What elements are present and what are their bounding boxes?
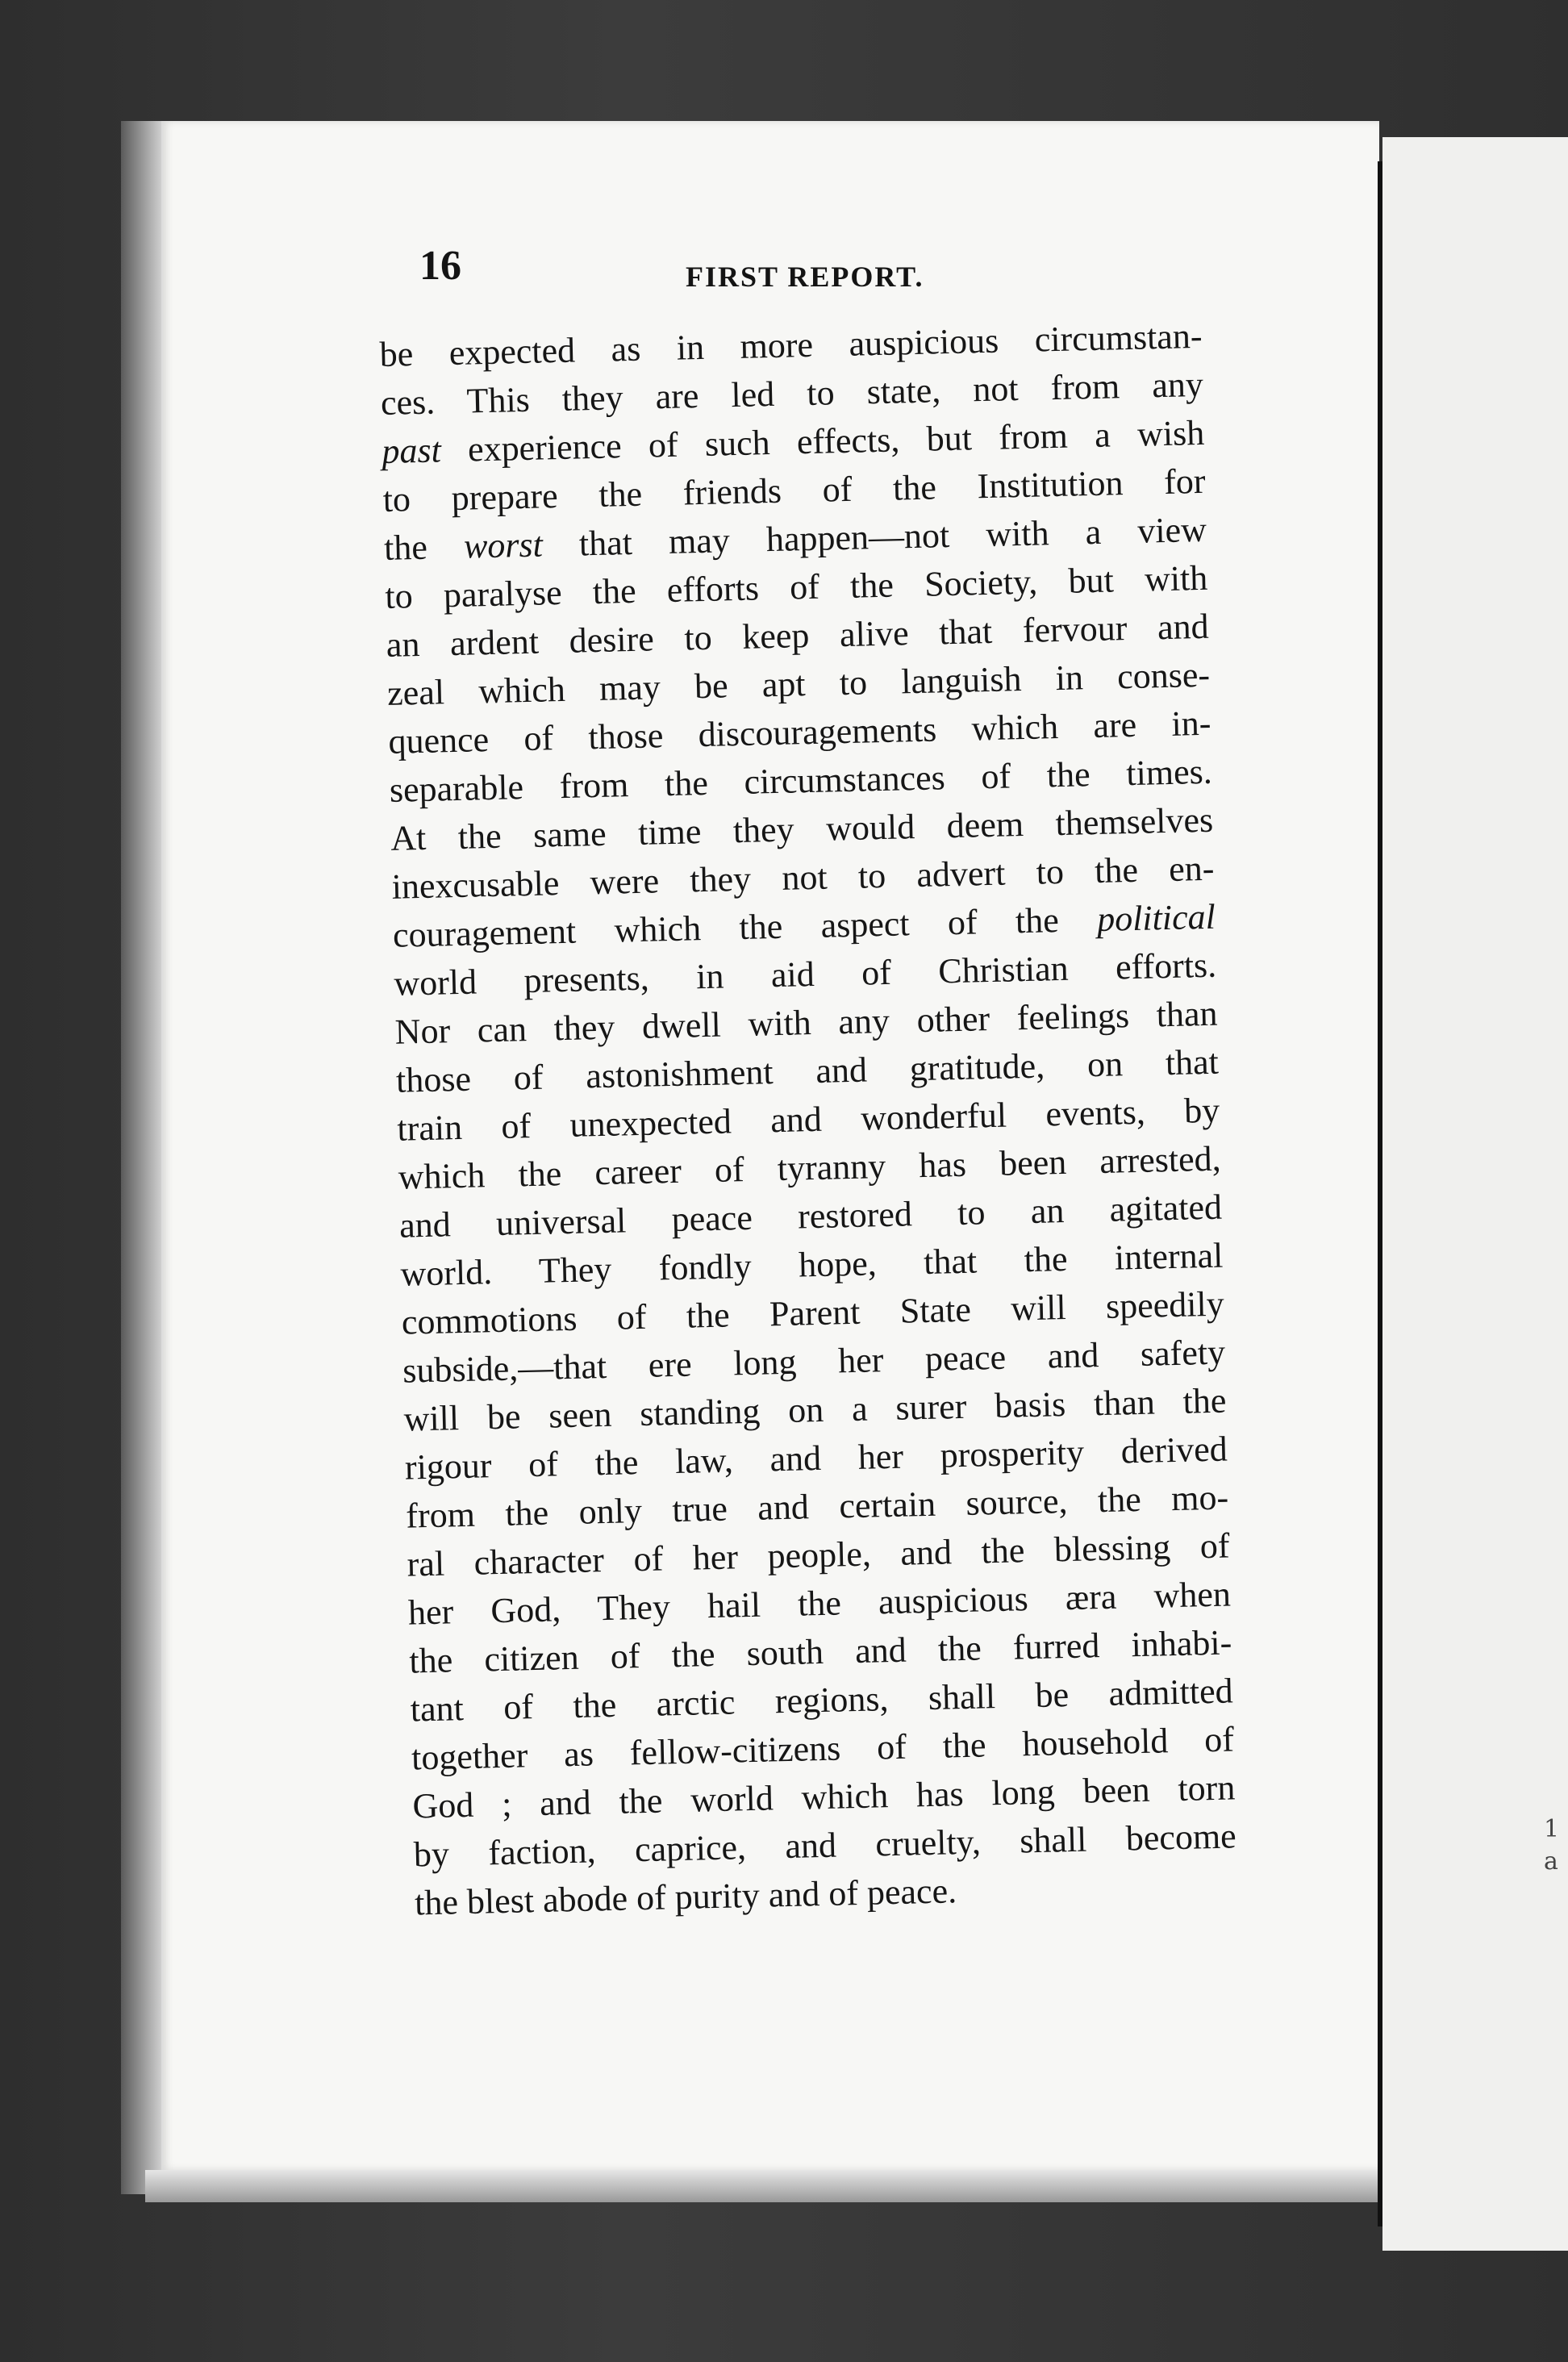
italic-text: worst	[463, 524, 544, 566]
text-segment: experience of such effects, but from a wish	[440, 412, 1205, 470]
text-segment: separable from the circumstances of the times.	[389, 751, 1213, 810]
facing-page	[1382, 137, 1568, 2251]
text-segment: to paralyse the efforts of the Society, but with	[384, 557, 1208, 616]
text-segment: and universal peace restored to an agitated	[398, 1187, 1223, 1246]
text-segment: zeal which may be apt to languish in conse-	[386, 654, 1211, 713]
text-segment: to prepare the friends of the Institution for	[382, 461, 1207, 520]
page-header	[419, 242, 1226, 307]
gutter-line	[1378, 161, 1382, 2226]
text-segment: rigour of the law, and her prosperity derived	[404, 1429, 1228, 1488]
page-number: 16	[419, 243, 461, 289]
italic-text: past	[381, 430, 442, 471]
facing-page-mark: 1	[1544, 1815, 1560, 1843]
text-segment: from the only true and certain source, the mo-	[405, 1477, 1229, 1536]
text-segment: ral character of her people, and the blessing of	[407, 1525, 1230, 1584]
facing-page-mark: a	[1544, 1847, 1558, 1876]
text-segment: God ; and the world which has long been torn	[411, 1767, 1236, 1826]
text-segment: the blest abode of purity and of peace.	[414, 1871, 957, 1923]
text-segment: her God, They hail the auspicious æra when	[407, 1574, 1232, 1633]
text-segment: ces. This they are led to state, not from any	[380, 364, 1204, 423]
text-segment: an ardent desire to keep alive that fervour and	[386, 606, 1210, 665]
page-left-edge	[121, 121, 161, 2194]
text-segment: will be seen standing on a surer basis than the	[403, 1380, 1227, 1439]
text-segment: couragement which the aspect of the	[392, 899, 1098, 955]
text-segment: inexcusable were they not to advert to the en-	[391, 848, 1215, 907]
italic-text: political	[1096, 896, 1216, 939]
text-segment: train of unexpected and wonderful events, by	[396, 1090, 1220, 1149]
text-segment: together as fellow-citizens of the household of	[411, 1719, 1235, 1778]
text-segment: those of astonishment and gratitude, on that	[395, 1041, 1220, 1100]
text-segment: quence of those discouragements which are in-	[388, 703, 1211, 762]
text-segment: that may happen—not with a view	[542, 509, 1207, 565]
text-segment: commotions of the Parent State will speedily	[401, 1283, 1225, 1342]
text-segment: world. They fondly hope, that the internal	[399, 1235, 1224, 1294]
text-segment: the citizen of the south and the furred inhabi-	[408, 1622, 1232, 1681]
text-segment: the	[383, 526, 465, 568]
text-segment: be expected as in more auspicious circumstan-	[379, 315, 1203, 374]
page-bottom-edge	[145, 2170, 1387, 2202]
body-text	[379, 312, 1238, 1928]
text-segment: At the same time they would deem themselves	[390, 799, 1214, 858]
text-segment: world presents, in aid of Christian efforts.	[393, 945, 1217, 1004]
text-segment: tant of the arctic regions, shall be admitted	[410, 1671, 1234, 1730]
text-segment: subside,—that ere long her peace and safety	[402, 1332, 1226, 1391]
text-segment: by faction, caprice, and cruelty, shall become	[413, 1816, 1237, 1875]
text-segment: Nor can they dwell with any other feelings than	[394, 993, 1219, 1052]
running-head: FIRST REPORT.	[686, 261, 924, 293]
text-segment: which the career of tyranny has been arrested,	[398, 1138, 1222, 1197]
